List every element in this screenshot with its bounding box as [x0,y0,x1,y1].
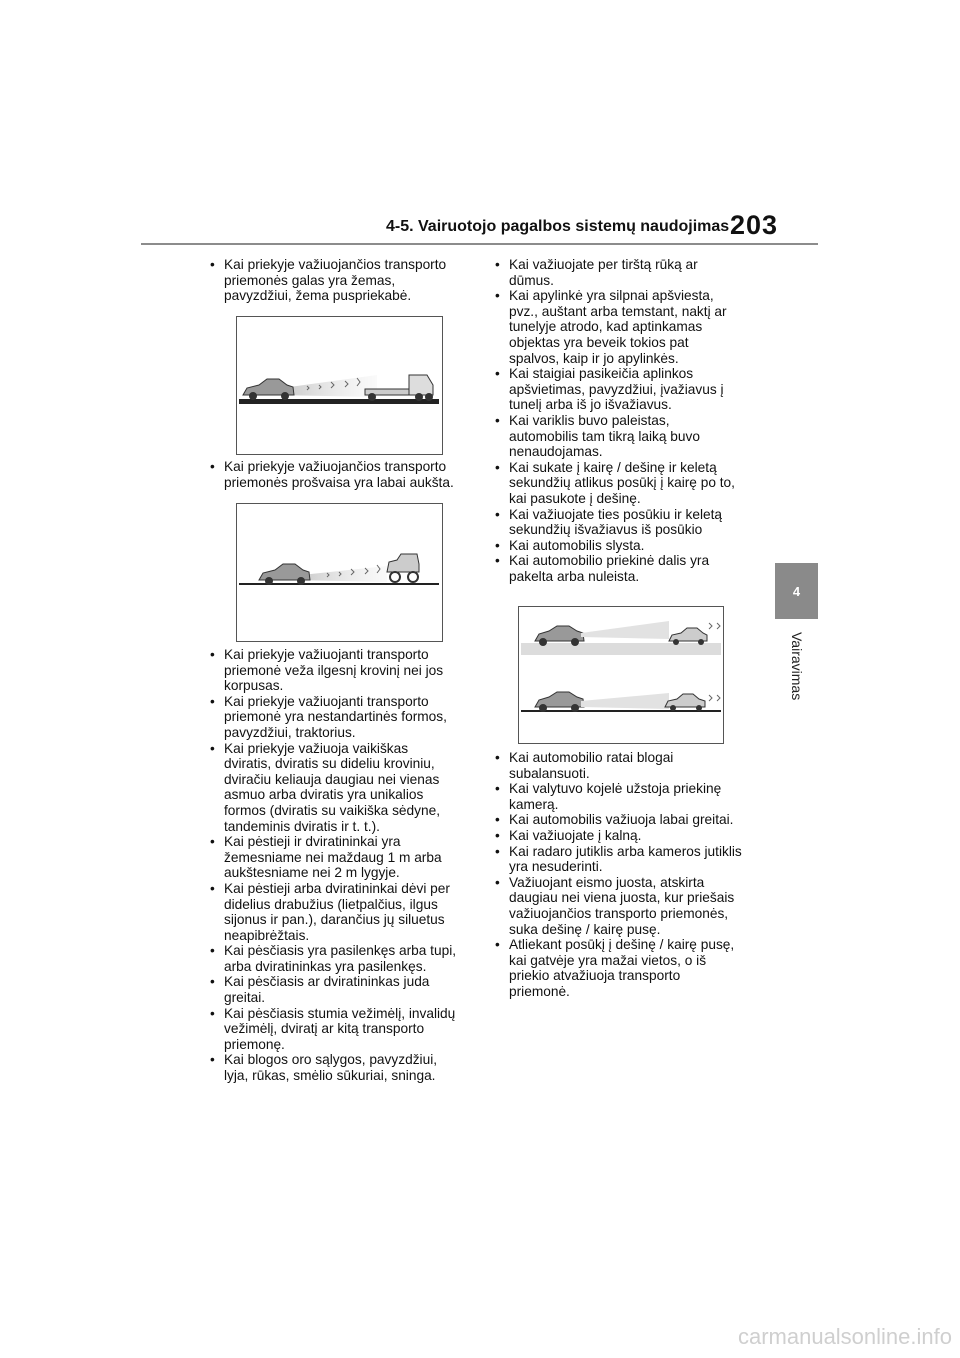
bullet-item: • Kai priekyje važiuoja vaikiškas dviratis, dviratis su dideliu kroviniu, dviračiu keliauja daugiau nei vienas asmuo arba dviratis yra unikalios formos (dviratis su vaikiška sėdyne, tandeminis dviratis ir t. t.). [208,741,478,835]
bullet-item: • Kai pėsčiasis stumia vežimėlį, invalidų vežimėlį, dviratį ar kitą transporto priemonę. [208,1006,478,1053]
bullet-item: • Kai važiuojate ties posūkiu ir keletą sekundžių išvažiavus iš posūkio [493,507,763,538]
road-top [521,643,721,655]
page-number: 203 [730,210,779,240]
right-bullets-b [493,750,763,1000]
car-icon [243,379,294,400]
left-bullets-b [208,459,478,490]
high-clearance-figure [237,504,442,641]
bullet-item: • Kai radaro jutiklis arba kameros jutiklis yra nesuderinti. [493,844,763,875]
bullet-item: • Kai apylinkė yra silpnai apšviesta, pvz., auštant arba temstant, naktį ar tunelyje atrodo, kad aptinkamas objektas yra beveik tokios pat spalvos, kaip ir jo apylinkės. [493,288,763,366]
bullet-item: • Kai staigiai pasikeičia aplinkos apšvietimas, pavyzdžiui, įvažiavus į tunelį arba iš jo išvažiavus. [493,366,763,413]
illustration-pitch [518,606,724,744]
bullet-item: • Kai pėstieji arba dviratininkai dėvi per didelius drabužius (lietpalčius, ilgus sijonus ir pan.), darančius jų siluetus neapibrėžtais. [208,881,478,943]
header-divider [141,243,818,245]
bullet-item: • Kai važiuojate per tirštą rūką ar dūmus. [493,257,763,288]
chapter-label: Vairavimas [789,632,805,701]
car-icon [665,694,705,711]
bullet-item: • Kai automobilio ratai blogai subalansuoti. [493,750,763,781]
watermark: carmanualsonline.info [737,1324,952,1349]
bullet-item: • Kai važiuojate į kalną. [493,828,763,844]
illustration-low-trailer [236,316,443,455]
low-trailer-figure [237,317,442,454]
radar-beam-icon [581,693,669,709]
illustration-high-clearance [236,503,443,642]
bullet-item: • Kai priekyje važiuojanti transporto priemonė veža ilgesnį krovinį nei jos korpusas. [208,647,478,694]
bullet-item: • Kai blogos oro sąlygos, pavyzdžiui, lyja, rūkas, smėlio sūkuriai, sninga. [208,1052,478,1083]
car-icon [535,692,584,712]
section-title: 4-5. Vairuotojo pagalbos sistemų naudojimas [386,218,730,235]
bullet-item: • Kai sukate į kairę / dešinę ir keletą sekundžių atlikus posūkį į kairę po to, kai pasukote į dešinę. [493,460,763,507]
left-bullets-c [208,647,478,1084]
bullet-item: • Kai pėstieji ir dviratininkai yra žemesniame nei maždaug 1 m arba aukštesniame nei 2 m lygyje. [208,834,478,881]
bullet-item: • Kai variklis buvo paleistas, automobilis tam tikrą laiką buvo nenaudojamas. [493,413,763,460]
bullet-item: • Kai priekyje važiuojančios transporto priemonės prošvaisa yra labai aukšta. [208,459,478,490]
right-bullets-a [493,257,763,584]
bullet-item: • Kai priekyje važiuojanti transporto priemonė yra nestandartinės formos, pavyzdžiui, traktorius. [208,694,478,741]
chapter-number: 4 [792,583,801,599]
bullet-item: • Kai pėsčiasis ar dviratininkas juda greitai. [208,974,478,1005]
road-bottom [521,710,721,712]
bullet-item: • Kai automobilio priekinė dalis yra pakelta arba nuleista. [493,553,763,584]
bullet-item: • Važiuojant eismo juosta, atskirta daugiau nei viena juosta, kur priešais važiuojančios transporto priemonės, suka dešinę / kairę pusę. [493,875,763,937]
left-bullets-a [208,257,478,304]
chapter-tab[interactable] [775,563,818,619]
bullet-item: • Kai automobilis važiuoja labai greitai. [493,812,763,828]
bullet-item: • Atliekant posūkį į dešinę / kairę pusę, kai gatvėje yra mažai vietos, o iš priekio atvažiuoja transporto priemonė. [493,937,763,999]
bullet-item: • Kai automobilis slysta. [493,538,763,554]
car-icon [669,628,707,645]
bullet-item: • Kai priekyje važiuojančios transporto priemonės galas yra žemas, pavyzdžiui, žema puspriekabė. [208,257,478,304]
car-icon [259,564,310,585]
bullet-item: • Kai valytuvo kojelė užstoja priekinę kamerą. [493,781,763,812]
bullet-item: • Kai pėsčiasis yra pasilenkęs arba tupi, arba dviratininkas yra pasilenkęs. [208,943,478,974]
radar-beam-icon [581,621,669,639]
suv-icon [387,554,419,582]
pitch-figure [519,607,723,743]
